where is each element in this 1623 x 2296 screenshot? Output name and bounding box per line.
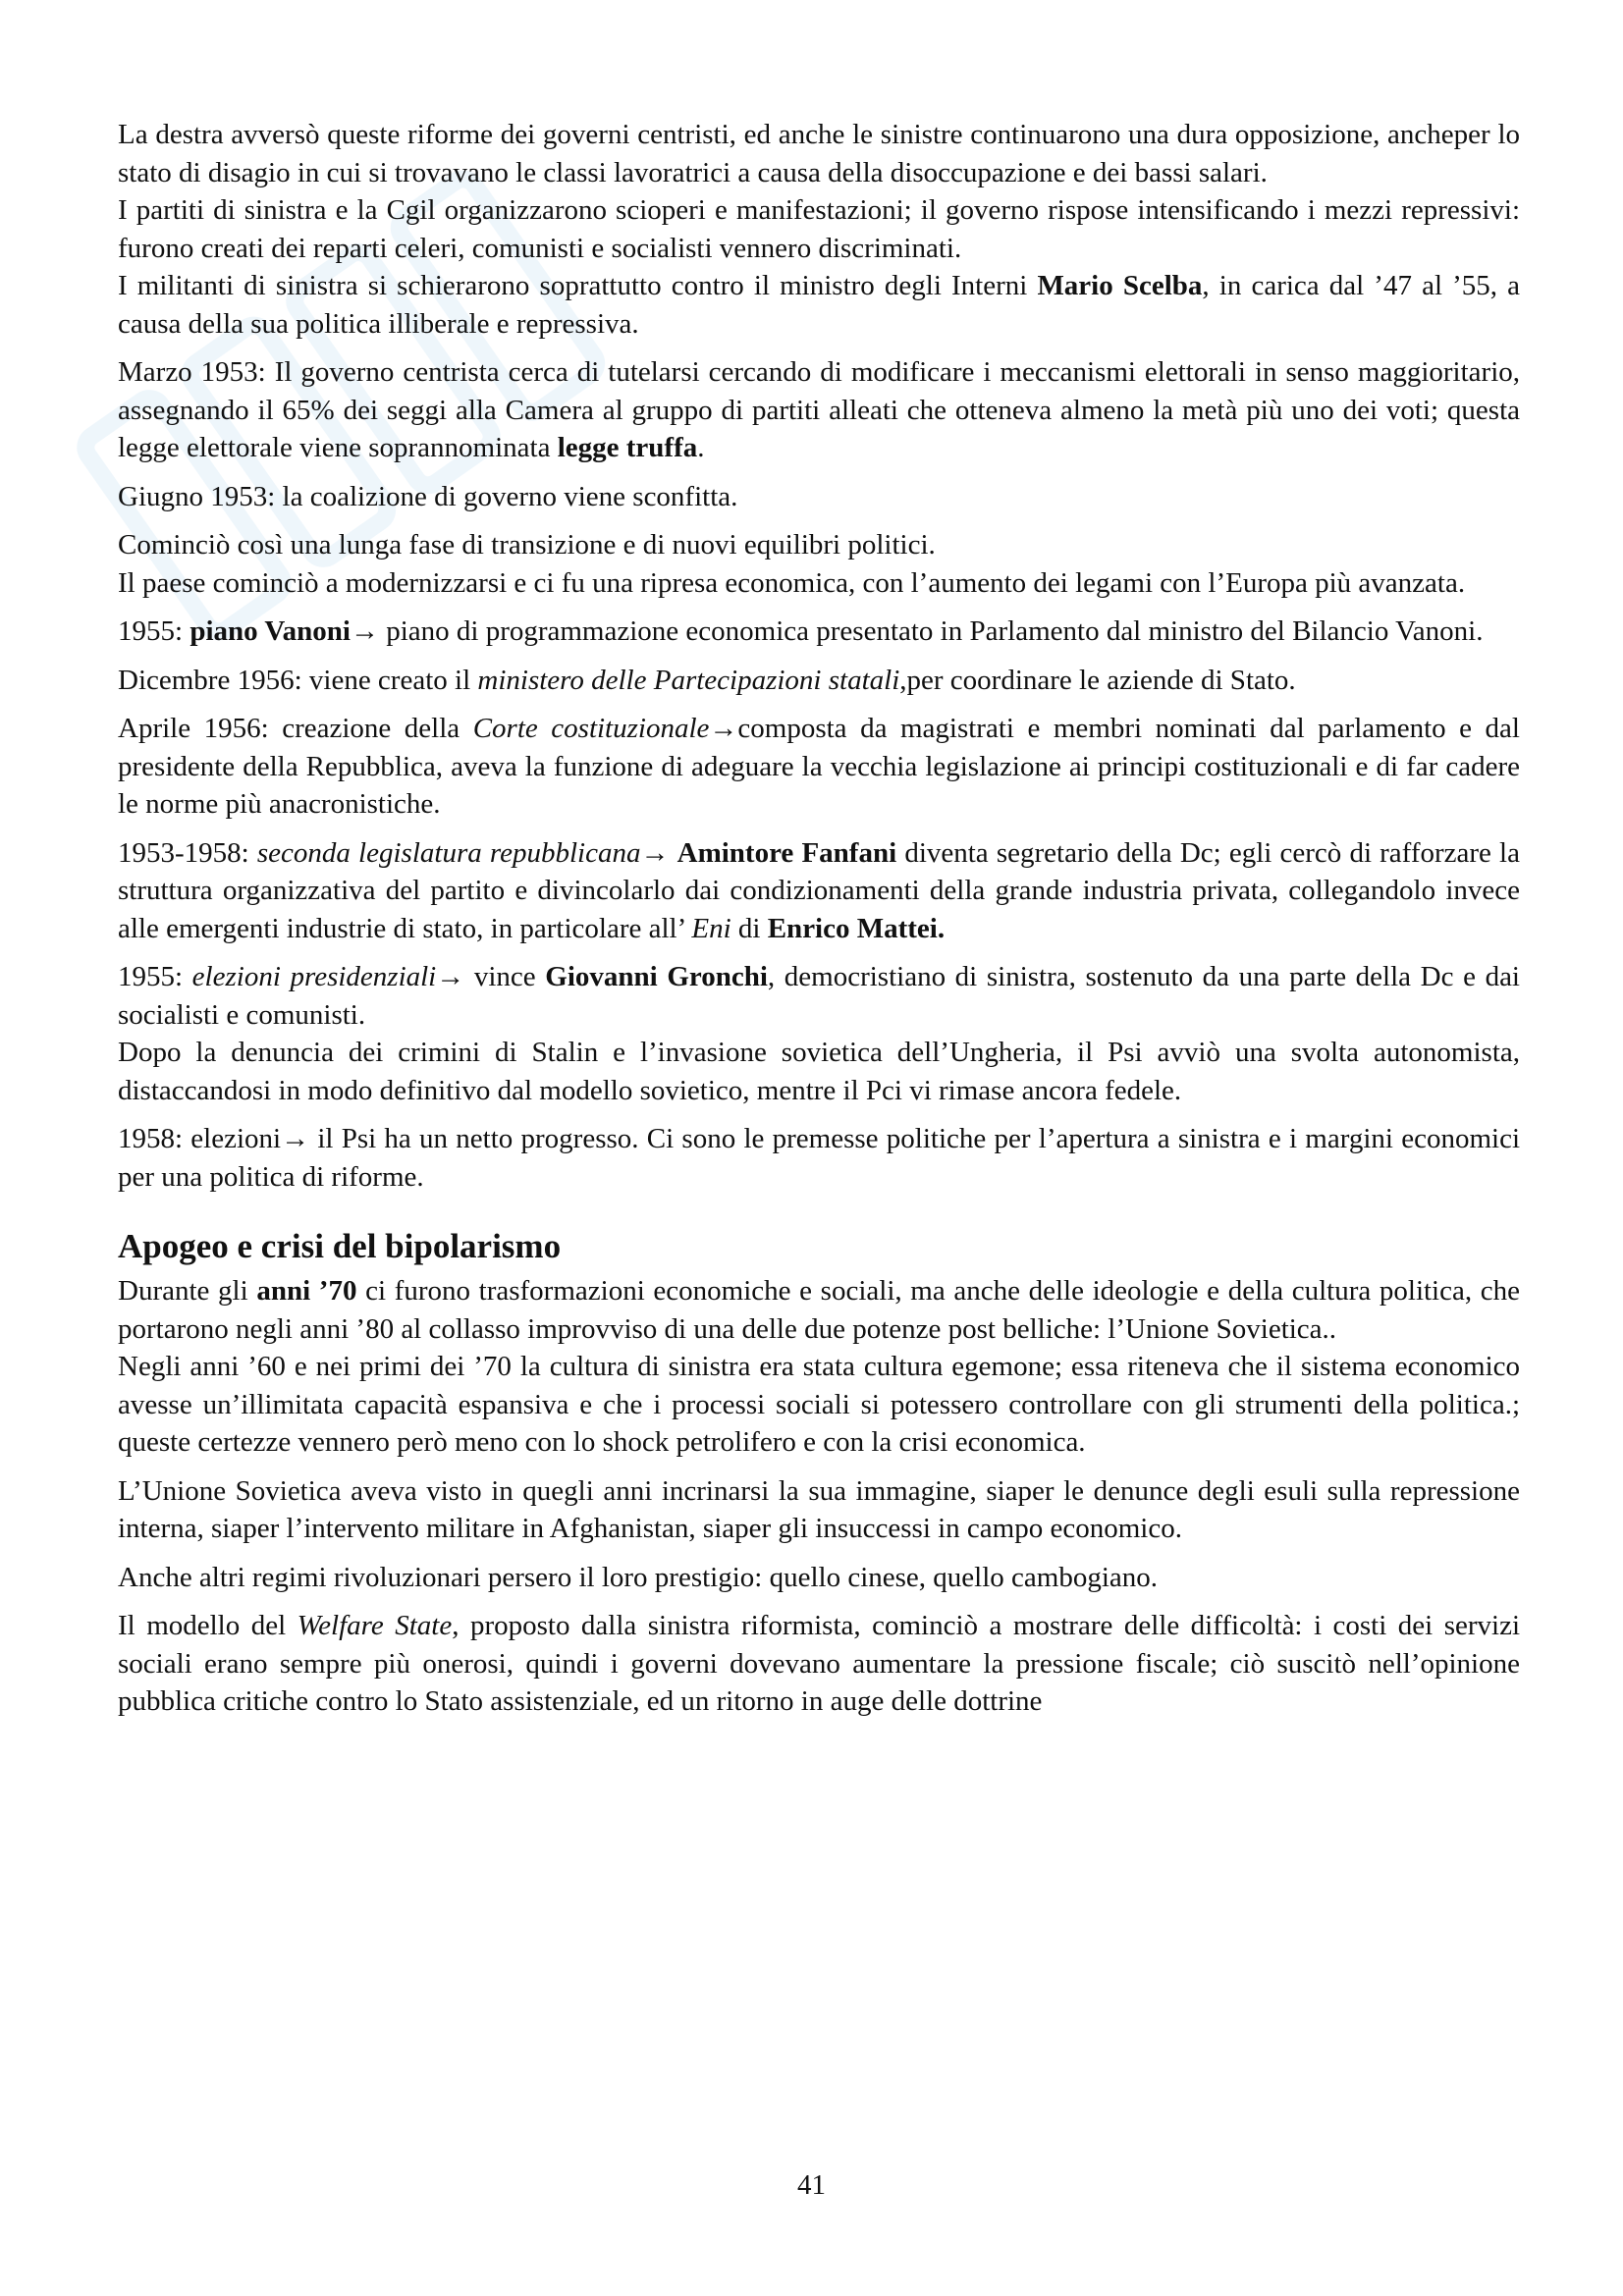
bold-text: anni ’70 — [256, 1275, 357, 1307]
paragraph — [118, 564, 1520, 603]
section-paragraphs — [118, 1272, 1520, 1721]
text-run: di — [730, 912, 768, 944]
section-heading: Apogeo e crisi del bipolarismo — [118, 1227, 562, 1265]
text-run: → — [640, 836, 677, 869]
text-run: 1953-1958: — [118, 836, 257, 869]
bold-text: legge truffa — [557, 432, 698, 463]
paragraph — [118, 191, 1520, 267]
italic-text: seconda legislatura repubblicana — [256, 836, 641, 869]
paragraph — [118, 478, 1520, 516]
paragraph — [118, 834, 1520, 948]
text-run: Durante gli — [118, 1275, 257, 1307]
paragraph — [118, 1120, 1520, 1196]
text-run: Dicembre 1956: viene creato il — [118, 664, 478, 696]
paragraph — [118, 1348, 1520, 1462]
text-run: diventa segretario della Dc; egli cercò di rafforzare la struttura organizzativa del partito e divincolarlo dai condizionamenti della grande industria privata, collegandolo invece alle emergenti industrie di stato, in particolare all’ — [118, 836, 1520, 944]
bold-text: piano Vanoni — [189, 615, 351, 647]
paragraph — [118, 526, 1520, 564]
text-run: Il paese cominciò a modernizzarsi e ci fu una ripresa economica, con l’aumento dei legami con l’Europa più avanzata. — [118, 566, 1466, 599]
text-run: Cominciò così una lunga fase di transizione e di nuovi equilibri politici. — [118, 529, 936, 561]
text-run: Negli anni ’60 e nei primi dei ’70 la cultura di sinistra era stata cultura egemone; essa riteneva che il sistema economico avesse un’illimitata capacità espansiva e che i processi sociali si potessero controllare con gli strumenti della politica.; queste certezze vennero però meno con lo shock petrolifero e con la crisi economica. — [118, 1351, 1520, 1458]
paragraph — [118, 116, 1520, 191]
italic-text: Eni — [691, 912, 731, 944]
paragraph — [118, 1034, 1520, 1109]
text-run: , in carica dal ’47 al ’55, a causa della sua politica illiberale e repressiva. — [118, 270, 1521, 340]
text-run: La destra avversò queste riforme dei governi centristi, ed anche le sinistre continuarono una dura opposizione, ancheper lo stato di disagio in cui si trovavano le classi lavoratrici a causa della disoccupazione e dei bassi salari. — [118, 119, 1520, 188]
paragraph — [118, 1559, 1520, 1597]
page-number: 41 — [797, 2169, 826, 2201]
paragraph — [118, 267, 1520, 343]
paragraph — [118, 662, 1520, 700]
italic-text: elezioni presidenziali — [191, 961, 437, 992]
text-run: Giugno 1953: la coalizione di governo viene sconfitta. — [118, 480, 738, 512]
bold-text: Enrico Mattei. — [767, 912, 946, 944]
text-run: Dopo la denuncia dei crimini di Stalin e l’invasione sovietica dell’Ungheria, il Psi avviò una svolta autonomista, distaccandosi in modo definitivo dal modello sovietico, mentre il Pci vi rimase ancora fedele. — [118, 1037, 1520, 1106]
bold-text: Amintore Fanfani — [676, 836, 897, 869]
paragraph — [118, 710, 1520, 824]
text-run: ci furono trasformazioni economiche e sociali, ma anche delle ideologie e della cultura politica, che portarono negli anni ’80 al collasso improvviso di una delle due potenze post belliche: l’Unione Sovietica.. — [118, 1275, 1520, 1345]
italic-text: ministero delle Partecipazioni statali — [477, 664, 900, 696]
bold-text: Giovanni Gronchi — [545, 961, 768, 992]
document-body — [118, 116, 1520, 1721]
paragraph — [118, 353, 1520, 467]
paragraph — [118, 1272, 1520, 1348]
paragraph — [118, 1607, 1520, 1721]
text-run: → vince — [436, 961, 546, 992]
text-run: Anche altri regimi rivoluzionari persero il loro prestigio: quello cinese, quello cambogiano. — [118, 1561, 1158, 1593]
text-run: 1955: — [118, 615, 190, 647]
text-run: , proposto dalla sinistra riformista, cominciò a mostrare delle difficoltà: i costi dei servizi sociali erano sempre più onerosi, quindi i governi dovevano aumentare la pressione fiscale; ciò suscitò nell’opinione pubblica critiche contro lo Stato assistenziale, ed un ritorno in auge delle dottrine — [118, 1610, 1521, 1717]
text-run: 1955: — [118, 961, 192, 992]
text-run: Aprile 1956: creazione della — [118, 713, 473, 744]
text-run: . — [697, 432, 705, 463]
text-run: Marzo 1953: Il governo centrista cerca di tutelarsi cercando di modificare i meccanismi elettorali in senso maggioritario, assegnando il 65% dei seggi alla Camera al gruppo di partiti alleati che otteneva almeno la metà più uno dei voti; questa legge elettorale viene soprannominata — [118, 356, 1520, 463]
paragraph — [118, 1472, 1520, 1548]
bold-text: Mario Scelba — [1037, 270, 1203, 301]
paragraph — [118, 613, 1520, 651]
text-run: I militanti di sinistra si schierarono soprattutto contro il ministro degli Interni — [118, 270, 1038, 301]
text-run: ,per coordinare le aziende di Stato. — [899, 664, 1296, 696]
text-run: 1958: elezioni→ il Psi ha un netto progresso. Ci sono le premesse politiche per l’apertura a sinistra e i margini economici per una politica di riforme. — [118, 1123, 1520, 1193]
text-run: →composta da magistrati e membri nominati dal parlamento e dal presidente della Repubblica, aveva la funzione di adeguare la vecchia legislazione ai principi costituzionali e di far cadere le norme più anacronistiche. — [118, 713, 1520, 820]
italic-text: Welfare State — [297, 1610, 453, 1641]
intro-paragraphs — [118, 116, 1520, 1196]
italic-text: Corte costituzionale — [472, 713, 710, 744]
text-run: , democristiano di sinistra, sostenuto da una parte della Dc e dai socialisti e comunisti. — [118, 961, 1520, 1031]
paragraph — [118, 958, 1520, 1034]
text-run: Il modello del — [118, 1610, 298, 1641]
text-run: L’Unione Sovietica aveva visto in quegli anni incrinarsi la sua immagine, siaper le denunce degli esuli sulla repressione interna, siaper l’intervento militare in Afghanistan, siaper gli insuccessi in campo economico. — [118, 1474, 1520, 1544]
text-run: I partiti di sinistra e la Cgil organizzarono scioperi e manifestazioni; il governo rispose intensificando i mezzi repressivi: furono creati dei reparti celeri, comunisti e socialisti vennero discriminati. — [118, 194, 1520, 264]
text-run: → piano di programmazione economica presentato in Parlamento dal ministro del Bilancio Vanoni. — [350, 615, 1484, 647]
